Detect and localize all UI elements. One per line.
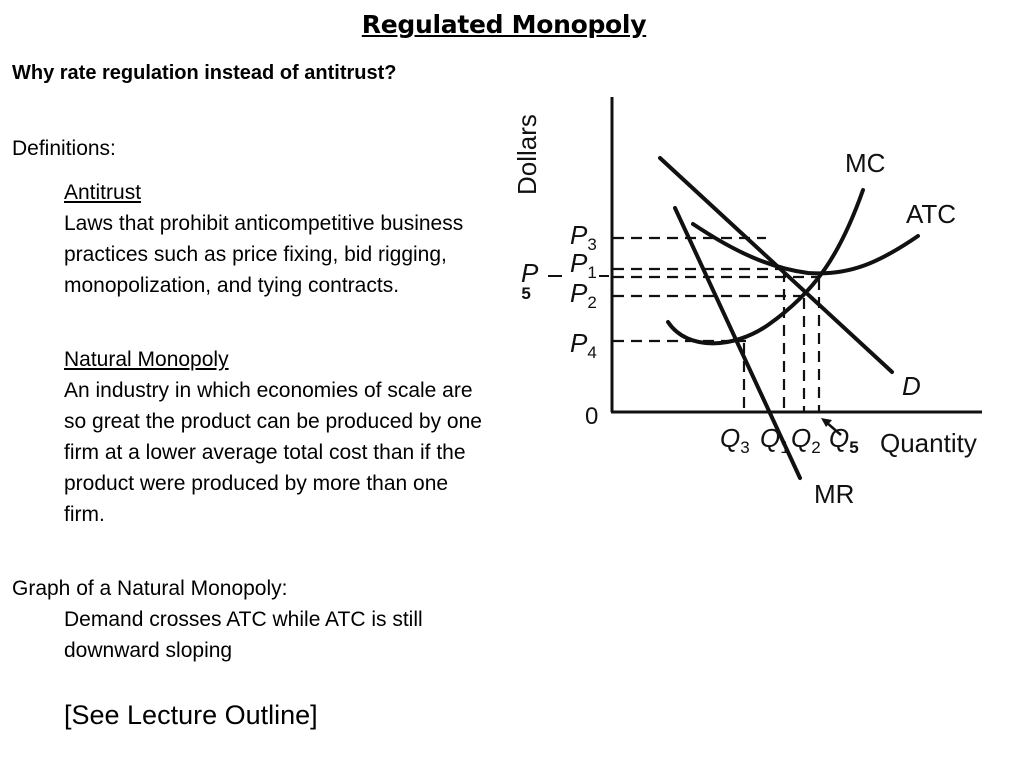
question-heading: Why rate regulation instead of antitrust? bbox=[12, 62, 397, 84]
q1-label: $Q_1$ bbox=[760, 423, 790, 457]
demand-label: D bbox=[902, 371, 921, 401]
graph-description: Demand crosses ATC while ATC is still downward sloping bbox=[64, 608, 423, 662]
antitrust-term: Antitrust bbox=[64, 181, 142, 204]
natural-monopoly-term: Natural Monopoly bbox=[64, 348, 229, 371]
p2-label: $P_2$ bbox=[570, 278, 597, 312]
p1-label: $P_1$ bbox=[570, 248, 597, 282]
mc-label: MC bbox=[845, 148, 886, 178]
atc-label: ATC bbox=[906, 199, 957, 229]
q5-label: $Q_5$ bbox=[829, 423, 859, 457]
price-guide-lines bbox=[613, 238, 818, 341]
y-axis-label: Dollars bbox=[512, 114, 542, 195]
slide-title: Regulated Monopoly bbox=[361, 10, 647, 39]
lecture-outline-note: [See Lecture Outline] bbox=[64, 700, 318, 730]
mr-label: MR bbox=[814, 479, 855, 509]
graph-heading: Graph of a Natural Monopoly: bbox=[12, 577, 288, 600]
origin-label: 0 bbox=[585, 403, 599, 430]
q3-label: $Q_3$ bbox=[720, 423, 750, 457]
definitions-heading: Definitions: bbox=[12, 137, 116, 160]
antitrust-definition: Laws that prohibit anticompetitive business practices such as price fixing, bid rigging, monopolization, and tying contracts. bbox=[64, 212, 464, 297]
p5-label: P 5 bbox=[521, 258, 539, 303]
atc-curve bbox=[693, 224, 918, 273]
x-axis-label: Quantity bbox=[880, 428, 977, 458]
natural-monopoly-definition: An industry in which economies of scale are so great the product can be produced by one firm at a lower average total cost than if the product were produced by more than one firm. bbox=[64, 379, 482, 526]
q2-label: $Q_2$ bbox=[791, 423, 821, 457]
natural-monopoly-diagram bbox=[505, 90, 1000, 520]
p4-label: $P_4$ bbox=[570, 328, 597, 362]
p3-label: $P_3$ bbox=[570, 220, 597, 254]
